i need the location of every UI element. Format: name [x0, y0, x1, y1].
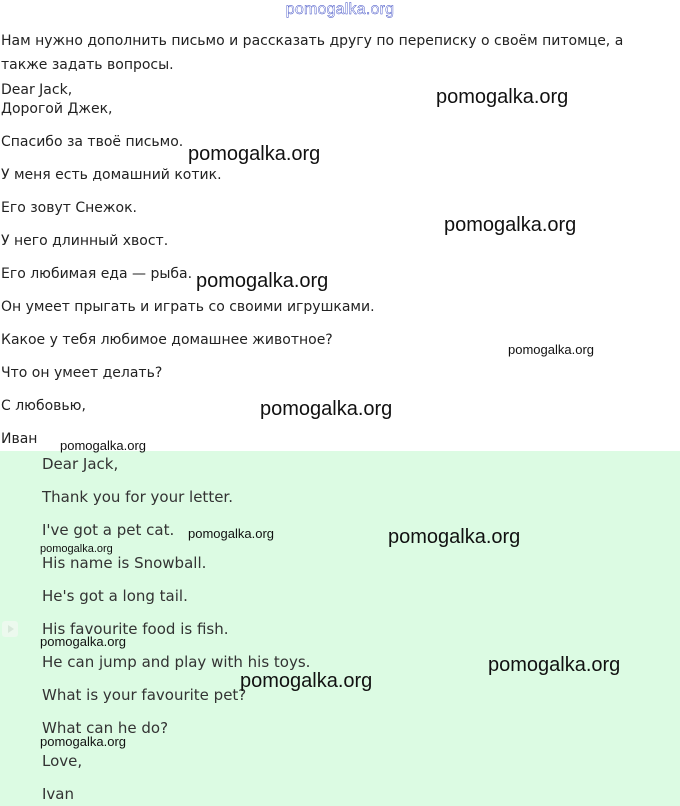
- watermark: pomogalka.org: [436, 86, 569, 108]
- letter-line: С любовью,: [1, 398, 86, 414]
- english-line: His name is Snowball.: [42, 554, 207, 572]
- english-line: His favourite food is fish.: [42, 620, 229, 638]
- english-line: Dear Jack,: [42, 455, 119, 473]
- english-line: I've got a pet cat.: [42, 521, 175, 539]
- english-line: Love,: [42, 752, 83, 770]
- letter-line: Он умеет прыгать и играть со своими игрушками.: [1, 299, 375, 315]
- letter-line: Dear Jack,: [1, 82, 73, 98]
- watermark: pomogalka.org: [188, 143, 321, 165]
- watermark: pomogalka.org: [40, 634, 126, 649]
- watermark: pomogalka.org: [188, 526, 274, 541]
- task-description: Нам нужно дополнить письмо и рассказать другу по переписку о своём питомце, а также задать вопросы.: [1, 33, 624, 73]
- watermark: pomogalka.org: [240, 670, 373, 692]
- english-line: Ivan: [42, 785, 74, 803]
- english-line: What is your favourite pet?: [42, 686, 247, 704]
- watermark: pomogalka.org: [40, 734, 126, 749]
- english-line: What can he do?: [42, 719, 169, 737]
- watermark: pomogalka.org: [388, 526, 521, 548]
- letter-line: Иван: [1, 431, 38, 447]
- watermark: pomogalka.org: [508, 342, 594, 357]
- header-watermark: pomogalka.org: [285, 1, 395, 18]
- english-line: He can jump and play with his toys.: [42, 653, 311, 671]
- letter-line: Что он умеет делать?: [1, 365, 163, 381]
- letter-line: Спасибо за твоё письмо.: [1, 134, 184, 150]
- letter-line: Его зовут Снежок.: [1, 200, 137, 216]
- watermark: pomogalka.org: [444, 214, 577, 236]
- english-line: He's got a long tail.: [42, 587, 188, 605]
- watermark: pomogalka.org: [488, 654, 621, 676]
- watermark: pomogalka.org: [196, 270, 329, 292]
- watermark: pomogalka.org: [260, 398, 393, 420]
- english-line: Thank you for your letter.: [42, 488, 233, 506]
- letter-line: Дорогой Джек,: [1, 101, 113, 117]
- play-icon[interactable]: [2, 621, 18, 637]
- letter-line: У меня есть домашний котик.: [1, 167, 222, 183]
- letter-line: Его любимая еда — рыба.: [1, 266, 193, 282]
- watermark: pomogalka.org: [40, 543, 113, 555]
- watermark: pomogalka.org: [60, 438, 146, 453]
- letter-line: У него длинный хвост.: [1, 233, 169, 249]
- letter-line: Какое у тебя любимое домашнее животное?: [1, 332, 333, 348]
